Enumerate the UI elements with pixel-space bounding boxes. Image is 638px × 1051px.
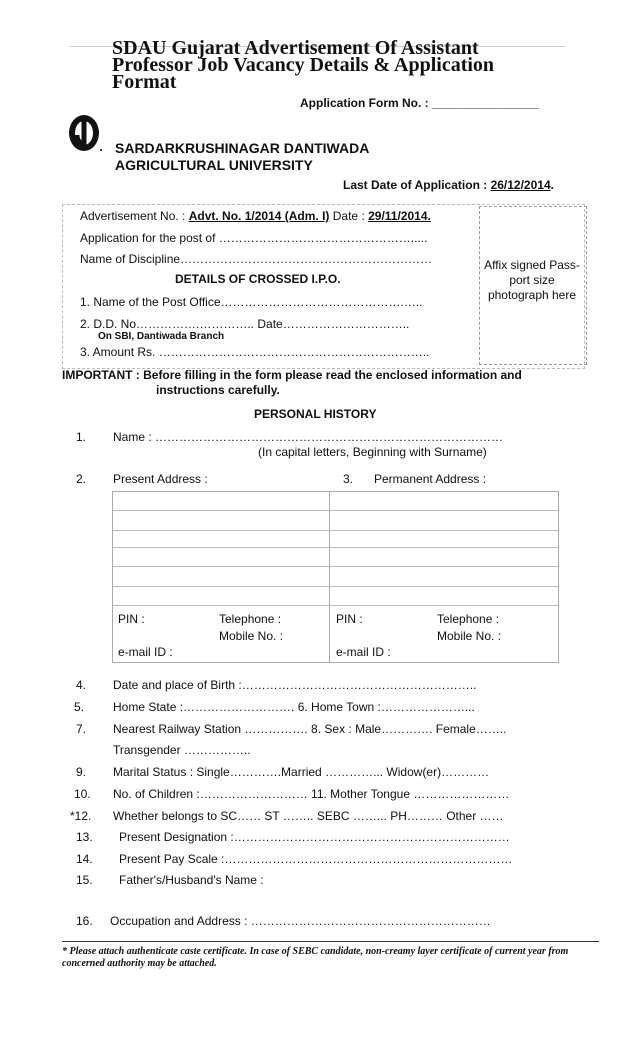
field-number: *12. bbox=[70, 809, 92, 823]
advt-date-label: Date : bbox=[329, 209, 369, 223]
address-row-line bbox=[113, 566, 558, 567]
father-husband-name-field[interactable]: Father's/Husband's Name : bbox=[119, 873, 264, 887]
post-applied-field[interactable]: Application for the post of …………………………………………..... bbox=[80, 231, 428, 245]
present-designation-field[interactable]: Present Designation :…………………………………………………………… bbox=[119, 830, 510, 844]
advertisement-no bbox=[80, 209, 431, 223]
field-number: 3. bbox=[343, 472, 354, 486]
footnote-rule bbox=[62, 941, 599, 942]
home-state-town-field[interactable]: Home State :………………………. 6. Home Town :…………………... bbox=[113, 700, 475, 714]
category-field[interactable]: Whether belongs to SC…… ST …….. SEBC ……... PH……… Other …… bbox=[113, 809, 504, 823]
advt-value: Advt. No. 1/2014 (Adm. I) bbox=[188, 209, 330, 223]
last-date: Last Date of Application : 26/12/2014. bbox=[343, 178, 554, 192]
present-telephone-label: Telephone : bbox=[219, 612, 282, 626]
last-date-label: Last Date of Application : bbox=[343, 178, 491, 192]
post-office-field[interactable]: 1. Name of the Post Office……………………………………….….. bbox=[80, 295, 423, 309]
permanent-mobile-label: Mobile No. : bbox=[437, 629, 502, 643]
important-line1: IMPORTANT : Before filling in the form please read the enclosed information and bbox=[62, 368, 522, 382]
present-email-label: e-mail ID : bbox=[118, 645, 173, 659]
address-row-line bbox=[113, 605, 558, 606]
permanent-telephone-label: Telephone : bbox=[437, 612, 500, 626]
address-row-line bbox=[113, 530, 558, 531]
field-number: 10. bbox=[74, 787, 91, 801]
address-divider bbox=[329, 492, 330, 662]
present-pin-label: PIN : bbox=[118, 612, 145, 626]
permanent-pin-label: PIN : bbox=[336, 612, 363, 626]
ipo-heading: DETAILS OF CROSSED I.P.O. bbox=[175, 272, 341, 286]
permanent-address-label: Permanent Address : bbox=[374, 472, 487, 486]
present-mobile-label: Mobile No. : bbox=[219, 629, 284, 643]
university-logo-icon bbox=[67, 113, 103, 153]
dd-branch: On SBI, Dantiwada Branch bbox=[98, 331, 225, 342]
name-note: (In capital letters, Beginning with Surname) bbox=[258, 445, 487, 459]
footnote: * Please attach authenticate caste certificate. In case of SEBC candidate, non-creamy layer certificate of current year from concerned authority may be attached. bbox=[62, 946, 569, 969]
field-number: 5. bbox=[74, 700, 85, 714]
transgender-field[interactable]: Transgender …………….. bbox=[113, 743, 251, 757]
occupation-address-field[interactable]: Occupation and Address : …………………………………………………… bbox=[110, 914, 491, 928]
marital-status-field[interactable]: Marital Status : Single………….Married …………... Widow(er)………… bbox=[113, 765, 490, 779]
field-number: 16. bbox=[76, 914, 93, 928]
application-form-no: Application Form No. : ________________ bbox=[300, 96, 539, 110]
field-number: 2. bbox=[76, 472, 87, 486]
personal-history-heading: PERSONAL HISTORY bbox=[254, 407, 377, 421]
address-row-line bbox=[113, 586, 558, 587]
present-pay-scale-field[interactable]: Present Pay Scale :……………………………………………………………… bbox=[119, 852, 513, 866]
university-name-line2: AGRICULTURAL UNIVERSITY bbox=[115, 157, 313, 173]
advt-date-value: 29/11/2014. bbox=[368, 209, 431, 223]
photo-instruction: Affix signed Pass-port size photograph here bbox=[484, 258, 580, 302]
field-number: 14. bbox=[76, 852, 93, 866]
railway-sex-field[interactable]: Nearest Railway Station ……………. 8. Sex : Male…………. Female…….. bbox=[113, 722, 507, 736]
field-number: 13. bbox=[76, 830, 93, 844]
birth-field[interactable]: Date and place of Birth :………………………………………………….. bbox=[113, 678, 477, 692]
children-mother-tongue-field[interactable]: No. of Children :……………………… 11. Mother Tongue …………………… bbox=[113, 787, 510, 801]
discipline-field[interactable]: Name of Discipline……………………………………………………… bbox=[80, 252, 433, 266]
address-row-line bbox=[113, 547, 558, 548]
important-line2: instructions carefully. bbox=[156, 383, 280, 397]
field-number: 4. bbox=[76, 678, 87, 692]
address-row-line bbox=[113, 510, 558, 511]
field-number: 15. bbox=[76, 873, 93, 887]
dd-field[interactable]: 2. D.D. No…………….………….. Date………………………….. bbox=[80, 317, 410, 331]
amount-field[interactable]: 3. Amount Rs. ………………………………………………………….. bbox=[80, 345, 430, 359]
advt-label: Advertisement No. : bbox=[80, 209, 189, 223]
permanent-email-label: e-mail ID : bbox=[336, 645, 391, 659]
field-number: 7. bbox=[76, 722, 87, 736]
university-name bbox=[115, 140, 369, 174]
field-number: 9. bbox=[76, 765, 87, 779]
present-address-label: Present Address : bbox=[113, 472, 208, 486]
page-title: SDAU Gujarat Advertisement Of Assistant Professor Job Vacancy Details & Application Format bbox=[112, 37, 495, 93]
field-number: 1. bbox=[76, 430, 87, 444]
name-field[interactable]: Name : …………………………………………………………………………… bbox=[113, 430, 504, 444]
last-date-value: 26/12/2014 bbox=[490, 178, 551, 192]
university-name-line1: SARDARKRUSHINAGAR DANTIWADA bbox=[115, 140, 370, 156]
